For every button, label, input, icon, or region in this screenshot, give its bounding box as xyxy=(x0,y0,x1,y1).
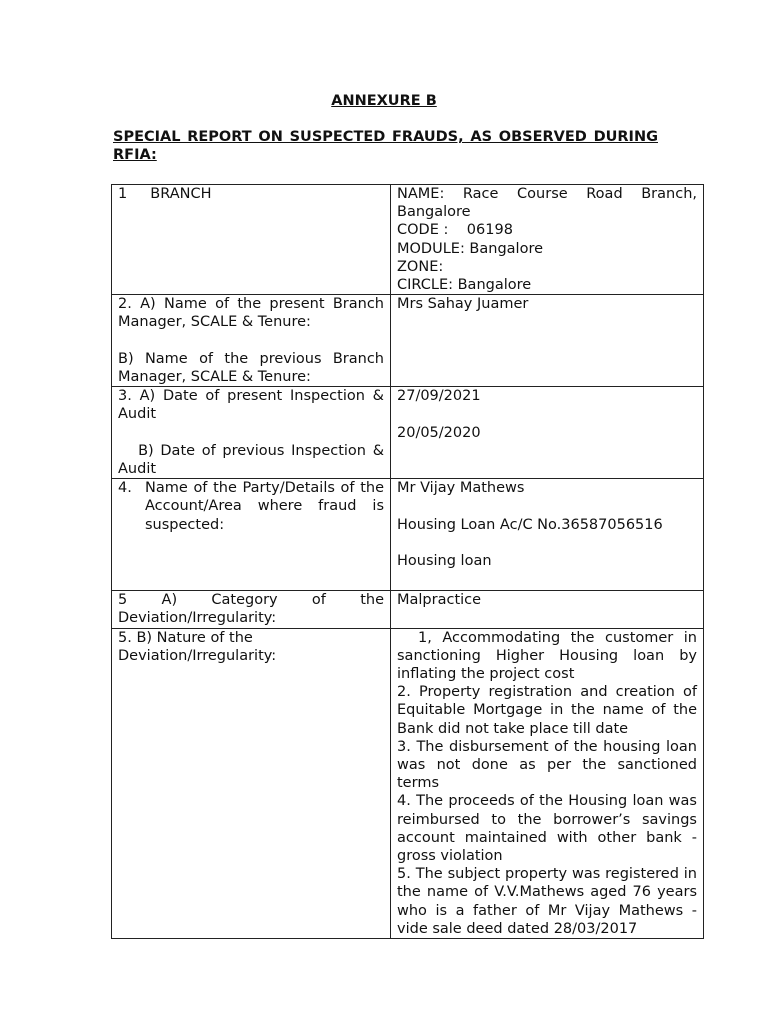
branch-circle: CIRCLE: Bangalore xyxy=(397,277,532,294)
fraud-report-table xyxy=(111,184,704,939)
party-label: Name of the Party/Details of the Account/Area where fraud is suspected: xyxy=(145,480,384,533)
nature-item: 4. The proceeds of the Housing loan was reimbursed to the borrower’s savings account maintained with other bank - gross violation xyxy=(397,793,697,865)
previous-inspection-label: B) Date of previous Inspection & Audit xyxy=(118,442,389,478)
category-value-cell xyxy=(391,591,704,628)
branch-label-cell xyxy=(112,185,391,295)
category-label: 5 A) Category of the Deviation/Irregularity: xyxy=(118,592,384,627)
inspection-label-cell xyxy=(112,387,391,479)
present-manager-label: 2. A) Name of the present Branch Manager, SCALE & Tenure: xyxy=(118,296,384,331)
present-inspection-date: 27/09/2021 xyxy=(397,388,481,405)
present-manager-value: Mrs Sahay Juamer xyxy=(397,296,529,313)
table-row-party xyxy=(112,479,704,591)
branch-code: CODE : 06198 xyxy=(397,222,513,239)
report-title: SPECIAL REPORT ON SUSPECTED FRAUDS, AS OBSERVED DURING RFIA: xyxy=(113,129,658,164)
branch-zone: ZONE: xyxy=(397,258,444,275)
branch-details-cell xyxy=(391,185,704,295)
branch-module: MODULE: Bangalore xyxy=(397,240,544,257)
table-row-category xyxy=(112,591,704,628)
category-value: Malpractice xyxy=(397,592,482,609)
annexure-heading: ANNEXURE B xyxy=(331,93,437,109)
inspection-value-cell xyxy=(391,387,704,479)
table-row-nature xyxy=(112,628,704,938)
nature-items-cell xyxy=(391,628,704,938)
nature-item: 2. Property registration and creation of Equitable Mortgage in the name of the Bank did not take place till date xyxy=(397,684,697,737)
previous-inspection-date: 20/05/2020 xyxy=(397,424,481,441)
table-row-branch xyxy=(112,185,704,295)
nature-item: 3. The disbursement of the housing loan was not done as per the sanctioned terms xyxy=(397,738,697,792)
nature-item: 1, Accommodating the customer in sanctioning Higher Housing loan by inflating the project cost xyxy=(397,629,702,683)
nature-item: 5. The subject property was registered in the name of V.V.Mathews aged 76 years who is a father of Mr Vijay Mathews - vide sale deed dated 28/03/2017 xyxy=(397,866,697,937)
branch-label: 1 BRANCH xyxy=(118,186,212,202)
present-inspection-label: 3. A) Date of present Inspection & Audit xyxy=(118,388,384,423)
party-label-number: 4. xyxy=(118,480,132,497)
table-row-manager xyxy=(112,295,704,387)
party-name: Mr Vijay Mathews xyxy=(397,480,525,497)
party-label-cell xyxy=(112,479,391,591)
table-row-inspection xyxy=(112,387,704,479)
branch-name: NAME: Race Course Road Branch, Bangalore xyxy=(397,186,697,221)
previous-manager-label: B) Name of the previous Branch Manager, SCALE & Tenure: xyxy=(118,350,384,386)
nature-label: 5. B) Nature of the Deviation/Irregularity: xyxy=(118,629,277,664)
party-value-cell xyxy=(391,479,704,591)
nature-label-cell xyxy=(112,628,391,938)
party-loan-type: Housing loan xyxy=(397,553,492,569)
party-account-number: Housing Loan Ac/C No.36587056516 xyxy=(397,516,663,533)
category-label-cell xyxy=(112,591,391,628)
manager-label-cell xyxy=(112,295,391,387)
manager-value-cell xyxy=(391,295,704,387)
